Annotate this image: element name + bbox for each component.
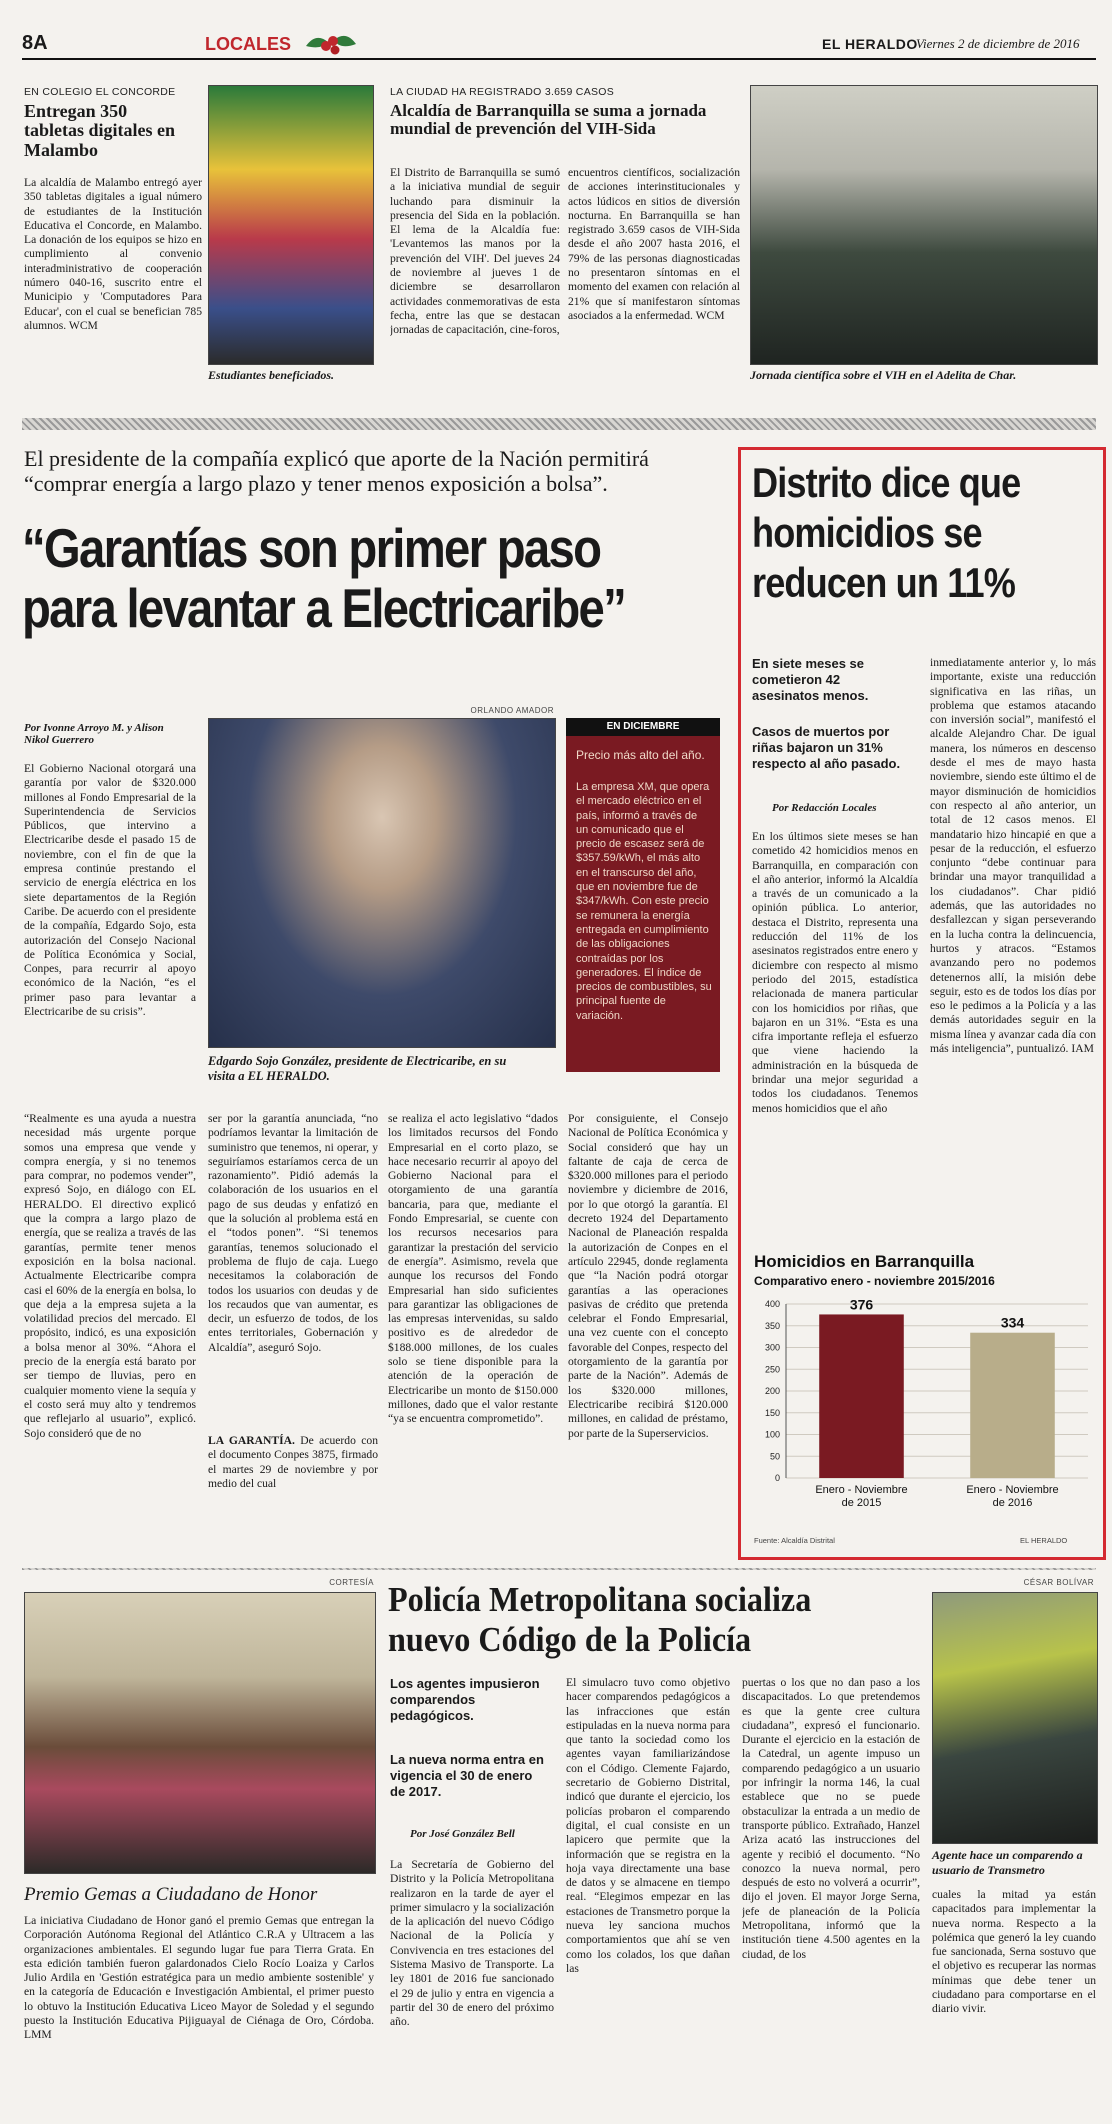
section-divider-2 (22, 1568, 1096, 1570)
homicidios-headline: Distrito dice que homicidios se reducen un 11% (752, 459, 1021, 606)
electricaribe-column-4: Por consiguiente, el Consejo Nacional de Política Económica y Social consideró que hay un faltante de caja de cerca de $320.000 millones para el periodo noviembre y diciembre de 2016, por lo que otorgó la garantía. El decreto 1924 del Departamento Nacional de Planeación respalda la autorización de Conpes en el artículo 22945, donde reglamenta que “la Nación podrá otorgar garantías a las operaciones pasivas de crédito que pretenda celebrar el Fondo Empresarial, una vez cuente con el concepto favorable del Conpes, respecto del otorgamiento de la garantía por parte de la Nación”. Además de los $320.000 millones, Electricaribe recibirá $120.000 millones, en calidad de préstamo, por parte de la Superservicios. (568, 1112, 728, 1440)
electricaribe-column-3: se realiza el acto legislativo “dados los limitados recursos del Fondo Empresarial en el corto plazo, se hace necesario recurrir al apoyo del Gobierno Nacional para el otorgamiento de una garantía bancaria, para que, mediante el Fondo Empresarial, se cuente con los recursos necesarios para garantizar la prestación del servicio de energía”. Asimismo, revela que aunque los recursos del Fondo Empresarial han sido suficientes para garantizar las obligaciones de las empresas intervenidas, su saldo positivo es de alrededor de $188.000 millones, de los cuales solo se tiene disponible para la atención de la operación de Electricaribe un monto de $150.000 millones, dado que el valor restante “ya se encuentra comprometido”. (388, 1112, 558, 1426)
homicidios-deck-1: En siete meses se cometieron 42 asesinatos menos. (752, 656, 869, 703)
chart-subtitle: Comparativo enero - noviembre 2015/2016 (754, 1274, 995, 1288)
policia-column-1: La Secretaría de Gobierno del Distrito y la Policía Metropolitana realizaron en la tarde de ayer el primer simulacro y la socialización de la aplicación del nuevo Código Nacional de la Policía y Convivencia en tres estaciones del Sistema Masivo de Transporte. La ley 1801 de 2016 fue sancionado el 29 de julio y entra en vigencia a partir del 30 de enero del próximo año. (390, 1858, 554, 2029)
tablets-photo (208, 85, 374, 365)
policia-column-2: El simulacro tuvo como objetivo hacer comparendos pedagógicos a las infracciones que están estipuladas en la nueva norma para que tanto la sociedad como los agentes vayan familiarizándose con el Código. Clemente Fajardo, secretario de Gobierno Distrital, indicó que durante el ejercicio, los policías probaron el comparendo digital, el cual consiste en un lapicero que permite que la información que se registra en la hoja vaya directamente una base de datos y se almacene en tiempo real. “Elegimos empezar en las estaciones de Transmetro porque la nueva ley sanciona muchos comportamientos que ahí se ven como los colados, los que dañan las (566, 1676, 730, 1975)
chart-y-tick-label: 250 (764, 1364, 780, 1375)
chart-title: Homicidios en Barranquilla (754, 1252, 975, 1271)
electricaribe-photo-credit: ORLANDO AMADOR (470, 706, 554, 715)
chart-y-tick-label: 0 (774, 1473, 780, 1483)
electricaribe-byline: Por Ivonne Arroyo M. y Alison Nikol Guerrero (24, 722, 164, 746)
premio-caption: Premio Gemas a Ciudadano de Honor (24, 1884, 318, 1905)
section-divider (22, 418, 1096, 430)
sida-column-1: El Distrito de Barranquilla se sumó a la iniciativa mundial de seguir luchando para disminuir la presencia del Sida en la población. El lema de la Alcaldía fue: 'Levantemos las manos por la prevención del VIH'. Del jueves 24 de noviembre al jueves 1 de diciembre se desarrollaron actividades conmemorativas de esta fecha, entre las que se destacan jornadas de capacitación, cine-foros, (390, 166, 560, 337)
homicidios-column-1: En los últimos siete meses se han cometido 42 homicidios menos en Barranquilla, en comparación con el año anterior, informó la Alcaldía a través de un comunicado a la opinión pública. Lo anterior, destaca el Distrito, representa una reducción del 11% de los asesinatos registrados entre enero y diciembre con respecto al mismo periodo del 2015, estadística relacionada de manera particular con los homicidios por riñas, que bajaron en un 31%. “Esta es una cifra importante refleja el esfuerzo que viene haciendo la administración en la búsqueda de brindar una mejor seguridad a todos los ciudadanos. Tenemos menos homicidios que el año (752, 830, 918, 1115)
header-rule (22, 58, 1096, 60)
chart-y-tick-label: 350 (764, 1320, 780, 1331)
policia-column-4: cuales la mitad ya están capacitados para implementar la nueva norma. Respecto a la polémica que generó la ley cuando fue sancionada, Serna sostuvo que el objetivo es recuperar las normas mínimas que debe tener un ciudadano para comportarse en el diario vivir. (932, 1888, 1096, 2016)
la-garantia-text: De acuerdo con el documento Conpes 3875, firmado el martes 29 de noviembre y por medio del cual (208, 1434, 378, 1490)
tablets-caption: Estudiantes beneficiados. (208, 368, 335, 382)
section-label: LOCALES (205, 34, 292, 54)
price-sidebar-body: La empresa XM, que opera el mercado eléctrico en el país, informó a través de un comunicado que el precio de escasez será de $357.59/kWh, el más alto en el transcurso del año, que en noviembre fue de $347/kWh. Con este precio se remunera la energía entregada en cumplimiento de las obligaciones contraídas por los generadores. El índice de precios de combustibles, su principal fuente de variación. (576, 781, 712, 1022)
price-sidebar (566, 718, 720, 1072)
price-sidebar-title: Precio más alto del año. (576, 748, 705, 762)
sida-caption: Jornada científica sobre el VIH en el Adelita de Char. (750, 368, 1017, 382)
policia-deck-2: La nueva norma entra en vigencia el 30 de enero de 2017. (390, 1752, 544, 1799)
chart-y-tick-label: 200 (764, 1386, 780, 1396)
chart-bar (970, 1333, 1055, 1478)
tablets-body: La alcaldía de Malambo entregó ayer 350 tabletas digitales a igual número de estudiantes de la Institución Educativa el Concorde, en Malambo. La donación de los equipos se hizo en cumplimiento al convenio interadministrativo de cooperación número 040-16, suscrito entre el Municipio y 'Computadores Para Educar', con el cual se benefician 785 alumnos. WCM (24, 176, 202, 332)
homicidios-deck-2: Casos de muertos por riñas bajaron un 31% respecto al año pasado. (752, 724, 901, 771)
sida-photo (750, 85, 1098, 365)
chart-data-label: 334 (1000, 1314, 1025, 1331)
header-date: Viernes 2 de diciembre de 2016 (916, 36, 1080, 51)
homicidios-byline: Por Redacción Locales (772, 802, 877, 814)
electricaribe-column-2: ser por la garantía anunciada, “no podríamos levantar la limitación de suministro que tenemos, ni operar, y seguiríamos estaríamos cerca de un razonamiento”. Pidió además la colaboración de los usuarios en el pago de sus deudas y enfatizó en que la solución al problema está en el “todos ponen”. “Si tenemos garantías, tenemos solucionado el problema de flujo de caja. Luego necesitamos la colaboración de todos los usuarios con deudas y de los recaudos que van aumentar, es decir, un esfuerzo de todos, de los entes territoriales, Gobernación y Alcaldía”, aseguró Sojo. (208, 1112, 378, 1354)
policia-byline: Por José González Bell (410, 1828, 515, 1840)
premio-photo-credit: CORTESÍA (329, 1578, 374, 1587)
policia-caption: Agente hace un comparendo a usuario de Transmetro (932, 1848, 1083, 1877)
electricaribe-deck: El presidente de la compañía explicó que aporte de la Nación permitirá “comprar energía a largo plazo y tener menos exposición a bolsa”. (24, 446, 649, 496)
chart-source: Fuente: Alcaldía Distrital (754, 1536, 835, 1545)
electricaribe-headline: “Garantías son primer paso para levantar a Electricaribe” (22, 517, 626, 639)
electricaribe-column-1-top: El Gobierno Nacional otorgará una garantía por valor de $320.000 millones al Fondo Empresarial de la Superintendencia de Servicios Públicos, que intervino a Electricaribe desde el pasado 15 de noviembre, con el fin de que la empresa continúe prestando el servicio de energía eléctrica en los siete departamentos de la Región Caribe. De acuerdo con el presidente de la compañía, Edgardo Sojo, esta autorización del Consejo Nacional de Política Económica y Social, Conpes, para recurrir al apoyo económico de la Nación, “es el primer paso para levantar a Electricaribe de su crisis”. (24, 762, 196, 1019)
premio-body: La iniciativa Ciudadano de Honor ganó el premio Gemas que entregan la Corporación Autónoma Regional del Atlántico C.R.A y Ultracem a las organizaciones ambientales. El segundo lugar fue para Tierra Grata. En esta edición también fueron galardonados Cielo Rocío Loaiza y Carlos Julio Ardila en 'Gestión estratégica para un medio ambiente sostenible' y en la categoría de Educación e Investigación Ambiental, el primer puesto lo obtuvo la Institución Educativa Liceo Mayor de Soledad y el segundo puesto la Institución Educativa Pijiguayal de Ciénaga de Oro, Córdoba. LMM (24, 1914, 374, 2042)
homicidios-column-2: inmediatamente anterior y, lo más importante, existe una reducción significativa en las riñas, un problema que estamos atacando con inversión social”, manifestó el alcalde Alejandro Char. De igual manera, los números en descenso desde el mes de mayo hasta noviembre, siendo este último el de mayor disminución de homicidios con respecto al año anterior, un total de 12 casos menos. El mandatario hizo hincapié en que a pesar de la reducción, el esfuerzo conjunto “debe continuar para brindar una mayor tranquilidad a los ciudadanos”. Char pidió además, que las autoridades no desfallezcan y sigan perseverando en la lucha contra la delincuencia, hurtos y atracos. “Estamos avanzando pero no podemos detenernos allí, la misión debe seguir, esto es de todos los días por eso le pedimos a la Policía y a las demás autoridades seguir en la misma línea y avanzar cada día con más inteligencia”, puntualizó. IAM (930, 656, 1096, 1056)
premio-photo (24, 1592, 376, 1874)
policia-headline: Policía Metropolitana socializa nuevo Código de la Policía (388, 1580, 812, 1659)
electricaribe-photo (208, 718, 556, 1048)
page-number: 8A (22, 32, 48, 54)
tablets-kicker: EN COLEGIO EL CONCORDE (24, 86, 176, 98)
chart-x-tick-label: Enero - Noviembre (815, 1484, 908, 1496)
newspaper-name: EL HERALDO (822, 36, 918, 52)
sida-headline: Alcaldía de Barranquilla se suma a jornada mundial de prevención del VIH-Sida (390, 101, 707, 139)
chart-y-tick-label: 100 (764, 1429, 780, 1440)
holly-ornament-icon (302, 24, 360, 58)
policia-deck-1: Los agentes impusieron comparendos pedagógicos. (390, 1676, 540, 1723)
policia-photo (932, 1592, 1098, 1844)
chart-bar (819, 1314, 904, 1478)
policia-column-3: puertas o los que no dan paso a los discapacitados. Lo que pretendemos es que la gente cree cultura ciudadana”, expresó el funcionario. Durante el ejercicio en la estación de la Catedral, un agente impuso un comparendo pedagógico a un usuario por infringir la norma 146, la cual establece que no se puede obstaculizar la entrada a un medio de transporte público. Extrañado, Hanzel Ariza acató las instrucciones del agente y recibió el documento. “No conozco la nueva normal, pero después de esto no volverá a ocurrir”, dijo el joven. El mayor Jorge Serna, jefe de planeación de la Policía Metropolitana, informó que la institución tiene 4.500 agentes en la ciudad, de los (742, 1676, 920, 1961)
chart-plot (748, 1290, 1098, 1530)
chart-y-tick-label: 400 (764, 1299, 780, 1309)
electricaribe-column-1-bottom: “Realmente es una ayuda a nuestra necesidad más urgente porque somos una empresa que vende y compra energía, y si no tenemos para comprar, no podemos vender”, expresó Sojo, en diálogo con EL HERALDO. El directivo explicó que la compra a largo plazo de energía, que se realiza a través de las garantías, permite tener menos exposición en la bolsa nacional. Actualmente Electricaribe compra casi el 60% de la energía en bolsa, lo que deja a la empresa sujeta a la volatilidad precios del mercado. El propósito, indicó, es una exposición a bolsa menor al 30%. “Ahora el precio de la energía está barato por ser tiempo de lluvias, pero en cualquier momento viene la sequía y el costo será muy alto y tendremos que reflejarlo al usuario”, explicó. Sojo consideró que de no (24, 1112, 196, 1440)
tablets-headline: Entregan 350 tabletas digitales en Malambo (24, 101, 175, 160)
la-garantia-lead: LA GARANTÍA. (208, 1434, 295, 1447)
chart-brand: EL HERALDO (1020, 1536, 1068, 1545)
chart-y-tick-label: 150 (764, 1407, 780, 1418)
chart-y-tick-label: 300 (764, 1342, 780, 1353)
electricaribe-caption: Edgardo Sojo González, presidente de Electricaribe, en su visita a EL HERALDO. (208, 1054, 507, 1083)
sida-column-2: encuentros científicos, socialización de acciones interinstitucionales y actos lúdicos en sitios de diversión nocturna. En Barranquilla se han registrado 3.659 casos de VIH-Sida desde el año 2007 hasta 2016, el 79% de las personas diagnosticadas no presentaron síntomas en el momento del examen con relación al 21% que sí manifestaron síntomas asociados a la enfermedad. WCM (568, 166, 740, 322)
sida-kicker: LA CIUDAD HA REGISTRADO 3.659 CASOS (390, 86, 615, 98)
electricaribe-column-2-end (208, 1434, 378, 1518)
price-sidebar-tag: EN DICIEMBRE (566, 718, 720, 736)
policia-photo-credit: CÉSAR BOLÍVAR (1023, 1578, 1094, 1587)
chart-x-tick-label: de 2015 (841, 1497, 882, 1509)
homicidios-chart (748, 1250, 1098, 1530)
chart-x-tick-label: Enero - Noviembre (966, 1484, 1059, 1496)
chart-y-tick-label: 50 (769, 1451, 780, 1462)
chart-data-label: 376 (849, 1296, 874, 1313)
chart-x-tick-label: de 2016 (992, 1497, 1033, 1509)
